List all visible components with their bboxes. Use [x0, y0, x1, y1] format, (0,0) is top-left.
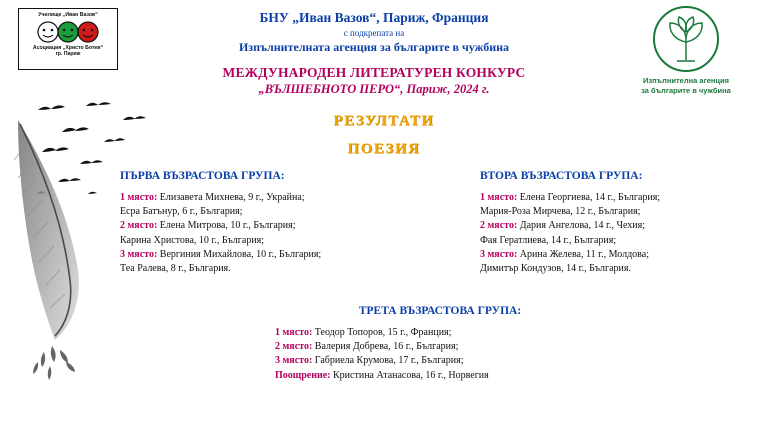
- age-group-2: [480, 170, 750, 276]
- school-logo: [18, 8, 118, 70]
- winner-names: Теодор Топоров, 15 г., Франция;: [314, 327, 452, 338]
- document-header: [130, 10, 618, 97]
- age-group-3-entry-4: [275, 369, 605, 383]
- organizer-title: БНУ „Иван Вазов“, Париж, Франция: [259, 10, 489, 25]
- age-group-1-entry-1-extra: Есра Батънур, 6 г., България;: [120, 206, 243, 218]
- school-logo-top-text: Училище „Иван Вазов“: [38, 12, 98, 18]
- place-label: 1 място:: [480, 192, 518, 203]
- age-group-1-entry-3: [120, 248, 380, 262]
- winner-names: Елизавета Михнева, 9 г., Украйна;: [159, 192, 305, 203]
- age-group-1-entry-2: [120, 219, 380, 233]
- school-logo-bottom-text-1: Асоциация „Христо Ботев“: [32, 44, 104, 51]
- agency-logo-caption-line1: Изпълнителна агенция: [642, 76, 729, 85]
- place-label: 1 място:: [275, 327, 313, 338]
- place-label: 2 място:: [480, 220, 518, 232]
- winner-names: Габриела Крумова, 17 г., България;: [314, 355, 464, 367]
- winner-names: Арина Желева, 11 г., Молдова;: [519, 248, 649, 260]
- contest-title: МЕЖДУНАРОДЕН ЛИТЕРАТУРЕН КОНКУРС: [222, 65, 526, 81]
- school-logo-emblem: [19, 20, 117, 44]
- age-group-1: [120, 170, 380, 276]
- age-group-3-entry-1: [275, 326, 605, 340]
- age-group-2-entry-1-extra: Мария-Роза Мирчева, 12 г., България;: [480, 206, 641, 218]
- place-label: 3 място:: [275, 355, 313, 367]
- age-group-1-title: ПЪРВА ВЪЗРАСТОВА ГРУПА:: [120, 170, 285, 182]
- age-group-2-entry-2-extra: Фая Гератлиева, 14 г., България;: [480, 234, 617, 246]
- age-group-3-title: ТРЕТА ВЪЗРАСТОВА ГРУПА:: [358, 305, 522, 317]
- school-logo-bottom-text-2: гр. Париж: [55, 51, 81, 57]
- genre-heading: ПОЕЗИЯ: [347, 141, 421, 157]
- age-group-2-entry-3-extra: Димитър Кондузов, 14 г., България.: [480, 262, 631, 274]
- age-group-2-entry-2: [480, 219, 750, 233]
- age-group-1-entry-1: [120, 191, 380, 205]
- winner-names: Кристина Атанасова, 16 г., Норвегия: [333, 369, 489, 381]
- agency-name: Изпълнителната агенция за българите в чужбина: [238, 39, 510, 54]
- agency-logo: [626, 6, 746, 96]
- age-group-1-entry-3-extra: Теа Ралева, 8 г., България.: [120, 262, 231, 274]
- winner-names: Елена Георгиева, 14 г., България;: [519, 192, 661, 203]
- place-label: 2 място:: [120, 220, 158, 232]
- contest-subtitle: „ВЪЛШЕБНОТО ПЕРО“, Париж, 2024 г.: [258, 82, 490, 97]
- agency-logo-mark: [653, 6, 719, 72]
- winner-names: Вергиния Михайлова, 10 г., България;: [159, 248, 322, 260]
- winner-names: Валерия Добрева, 16 г., България;: [314, 341, 459, 353]
- age-group-3-entry-2: [275, 340, 605, 354]
- agency-logo-caption-line2: за българите в чужбина: [641, 86, 731, 96]
- age-group-2-title: ВТОРА ВЪЗРАСТОВА ГРУПА:: [480, 170, 643, 182]
- results-heading: РЕЗУЛТАТИ: [333, 113, 435, 129]
- place-label: 2 място:: [275, 341, 313, 353]
- age-group-3: [275, 305, 605, 383]
- age-group-2-entry-1: [480, 191, 750, 205]
- winner-names: Елена Митрова, 10 г., България;: [159, 220, 296, 232]
- age-group-3-entry-3: [275, 354, 605, 368]
- age-group-2-entry-3: [480, 248, 750, 262]
- place-label: 3 място:: [480, 248, 518, 260]
- place-label: 1 място:: [120, 192, 158, 203]
- place-label: 3 място:: [120, 248, 158, 260]
- place-label: Поощрение:: [275, 369, 331, 381]
- winner-names: Дария Ангелова, 14 г., Чехия;: [519, 220, 646, 232]
- age-group-1-entry-2-extra: Карина Христова, 10 г., България;: [120, 234, 265, 246]
- support-line: с подкрепата на: [343, 27, 405, 38]
